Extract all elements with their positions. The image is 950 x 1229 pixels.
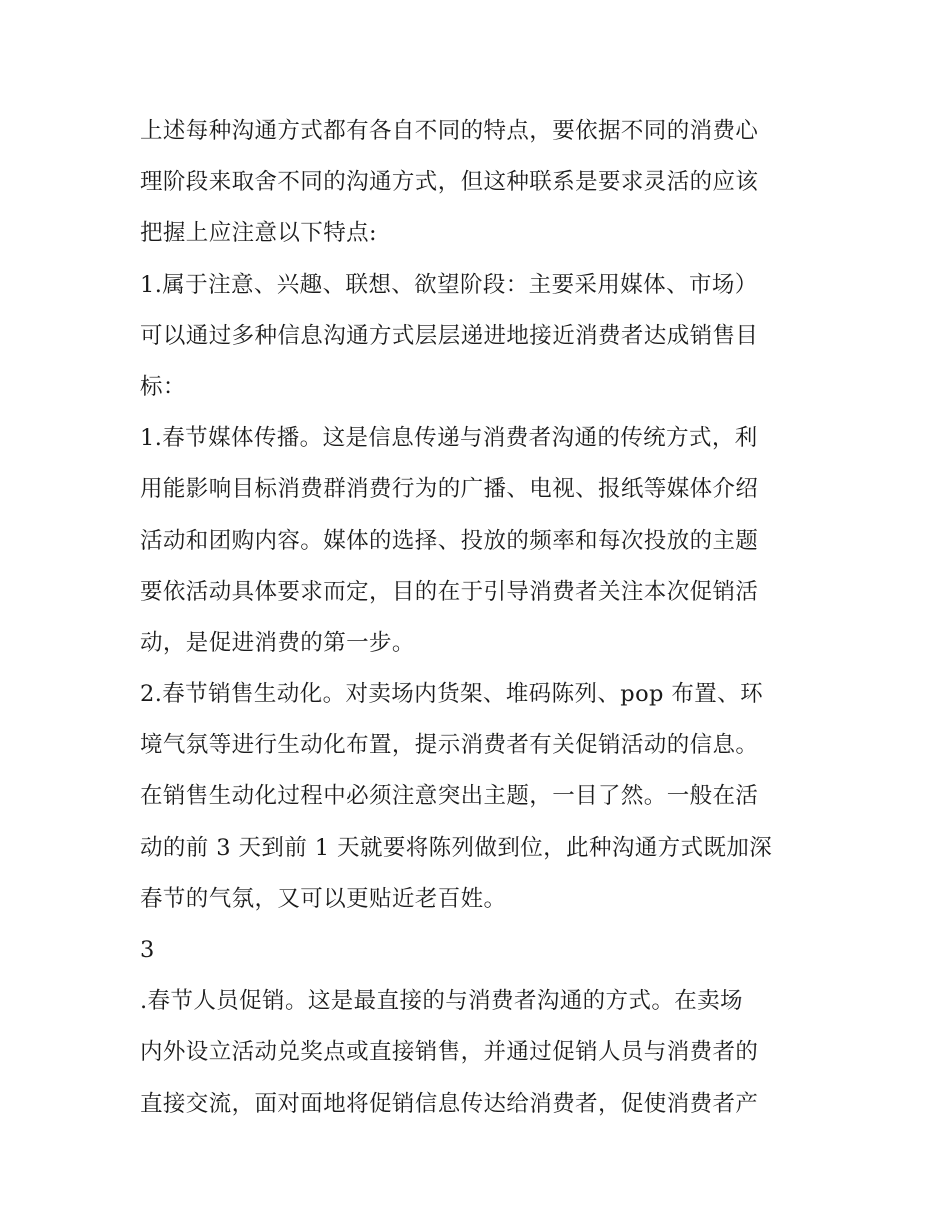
text-line: 1.属于注意、兴趣、联想、欲望阶段：主要采用媒体、市场） [140, 271, 758, 298]
body-text [140, 106, 820, 1130]
text-line: 境气氛等进行生动化布置，提示消费者有关促销活动的信息。 [140, 732, 759, 759]
text-line: 春节的气氛，又可以更贴近老百姓。 [140, 885, 507, 912]
text-line: 3 [140, 937, 155, 963]
text-line: 动，是促进消费的第一步。 [140, 629, 415, 656]
text-line: 直接交流，面对面地将促销信息传达给消费者，促使消费者产 [140, 1090, 759, 1117]
text-line: 内外设立活动兑奖点或直接销售，并通过促销人员与消费者的 [140, 1039, 759, 1066]
text-line: 把握上应注意以下特点: [140, 220, 377, 247]
text-line: .春节人员促销。这是最直接的与消费者沟通的方式。在卖场 [140, 988, 743, 1015]
text-line: 理阶段来取舍不同的沟通方式，但这种联系是要求灵活的应该 [140, 169, 759, 196]
text-line: 要依活动具体要求而定，目的在于引导消费者关注本次促销活 [140, 578, 759, 605]
text-line: 可以通过多种信息沟通方式层层递进地接近消费者达成销售目 [140, 322, 759, 349]
text-line: 上述每种沟通方式都有各自不同的特点，要依据不同的消费心 [140, 118, 759, 144]
text-line: 用能影响目标消费群消费行为的广播、电视、报纸等媒体介绍 [140, 476, 759, 503]
text-line: 在销售生动化过程中必须注意突出主题，一目了然。一般在活 [140, 783, 759, 810]
text-line: 2.春节销售生动化。对卖场内货架、堆码陈列、pop 布置、环 [140, 681, 763, 708]
text-line: 1.春节媒体传播。这是信息传递与消费者沟通的传统方式，利 [140, 425, 758, 452]
text-line: 动的前 3 天到前 1 天就要将陈列做到位，此种沟通方式既加深 [140, 834, 773, 861]
text-line: 标： [140, 373, 186, 400]
text-line: 活动和团购内容。媒体的选择、投放的频率和每次投放的主题 [140, 527, 759, 554]
